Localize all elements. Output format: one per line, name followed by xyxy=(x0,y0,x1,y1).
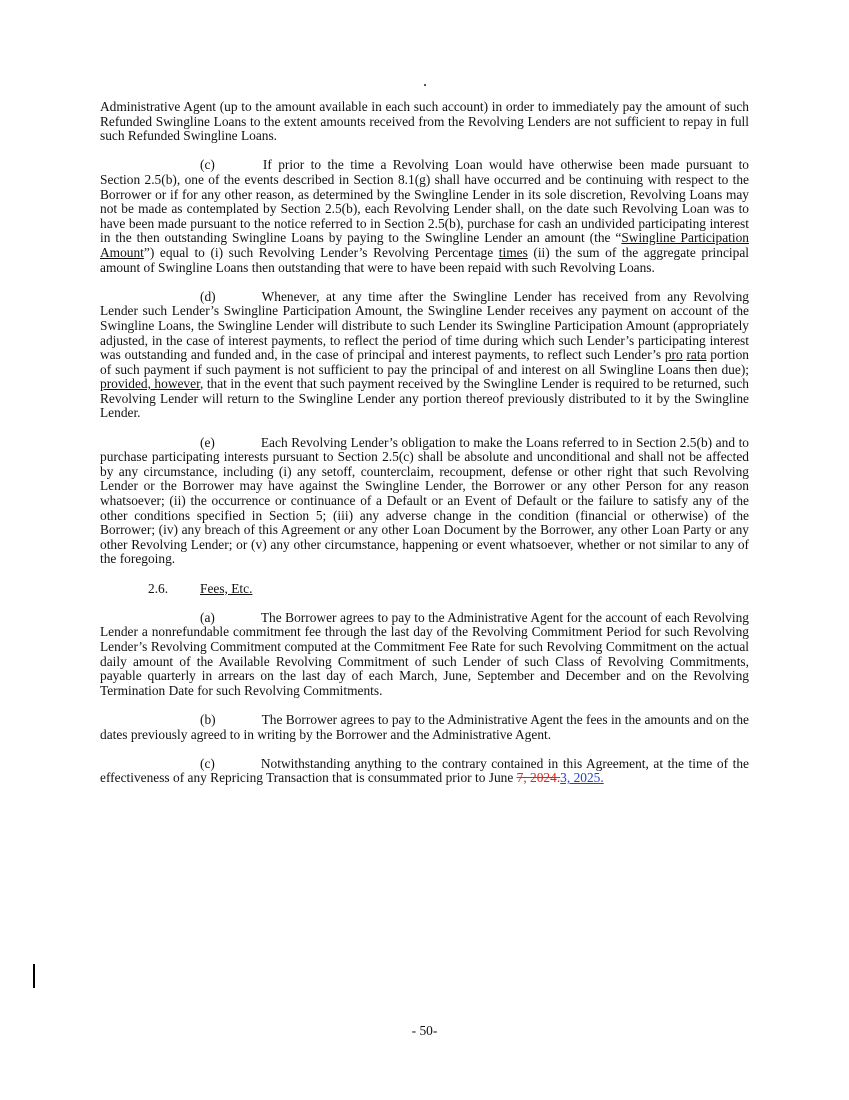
paragraph-fees-a-label: (a) xyxy=(200,609,215,625)
paragraph-fees-c xyxy=(100,757,749,786)
paragraph-d-text-3: , that in the event that such payment received by the Swingline Lender is required to be returned, such Revolving Lender will return to the Swingline Lender any portion thereof previously distributed to it by the Swingline Lender. xyxy=(100,376,749,421)
document-page xyxy=(100,100,749,801)
paragraph-fees-b-label: (b) xyxy=(200,711,216,727)
paragraph-fees-b xyxy=(100,713,749,742)
paragraph-d xyxy=(100,290,749,421)
paragraph-c-text-3: (ii) the sum of the aggregate principal amount of Swingline Loans then outstanding that were to have been repaid with such Revolving Loans. xyxy=(100,244,750,275)
section-title: Fees, Etc. xyxy=(200,580,253,596)
paragraph-d-label: (d) xyxy=(200,288,216,304)
paragraph-fees-a-text: The Borrower agrees to pay to the Administrative Agent for the account of each Revolving Lender a nonrefundable commitment fee through the last day of the Revolving Commitment Period for such Revolving Lender’s Revolving Commitment computed at the Commitment Fee Rate for such Revolving Commitment on the actual daily amount of the Available Revolving Commitment of such Lender of such Class of Revolving Commitments, payable quarterly in arrears on the last day of each March, June, September and December and on the Revolving Termination Date for such Revolving Commitments. xyxy=(100,609,749,698)
term-provided-however: provided, however xyxy=(100,376,200,392)
defined-term-swingline-participation-amount: Swingline Participation Amount xyxy=(100,230,749,260)
paragraph-d-text: Whenever, at any time after the Swingline Lender has received from any Revolving Lender such Lender’s Swingline Participation Amount, the Swingline Lender receives any payment on account of the Swingline Loans, the Swingline Lender will distribute to such Lender its Swingline Participation Amount (appropriately adjusted, in the case of interest payments, to reflect the period of time during which such Lender’s participating interest was outstanding and funded and, in the case of principal and interest payments, to reflect such Lender’s xyxy=(100,288,749,363)
page-number: - 50- xyxy=(411,1023,438,1038)
paragraph-c xyxy=(100,158,749,275)
paragraph-e-label: (e) xyxy=(200,434,215,450)
paragraph-c-text: If prior to the time a Revolving Loan would have otherwise been made pursuant to Section 2.5(b), one of the events described in Section 8.1(g) shall have occurred and be continuing with respect to the Borrower or if for any other reason, as determined by the Swingline Lender in its sole discretion, Revolving Loans may not be made as contemplated by Section 2.5(b), each Revolving Lender shall, on the date such Revolving Loan was to have been made pursuant to the notice referred to in Section 2.5(b), purchase for cash an undivided participating interest in the then outstanding Swingline Loans by paying to the Swingline Lender an amount (the “ xyxy=(100,157,749,246)
paragraph-e-text: Each Revolving Lender’s obligation to make the Loans referred to in Section 2.5(b) and to purchase participating interests pursuant to Section 2.5(c) shall be absolute and unconditional and shall not be affected by any circumstance, including (i) any setoff, counterclaim, recoupment, defense or other right that such Revolving Lender or the Borrower may have against the Swingline Lender, the Borrower or any other Person for any reason whatsoever; (ii) the occurrence or continuance of a Default or an Event of Default or the failure to satisfy any of the other conditions specified in Section 5; (iii) any adverse change in the condition (financial or otherwise) of the Borrower; (iv) any breach of this Agreement or any other Loan Document by the Borrower, any other Loan Party or any other Revolving Lender; or (v) any other circumstance, happening or event whatsoever, whether or not similar to any of the foregoing. xyxy=(100,434,749,567)
paragraph-fees-a xyxy=(100,611,749,699)
paragraph-c-text-2: ”) equal to (i) such Revolving Lender’s Revolving Percentage xyxy=(143,244,499,260)
inserted-text: 3, 2025. xyxy=(560,770,604,786)
section-heading-2-6 xyxy=(148,582,749,597)
paragraph-c-label: (c) xyxy=(200,157,215,173)
term-pro: pro xyxy=(664,347,683,363)
term-rata: rata xyxy=(686,347,707,363)
section-number: 2.6. xyxy=(148,580,169,596)
change-bar xyxy=(33,964,35,988)
term-times: times xyxy=(498,244,528,260)
stray-mark xyxy=(424,84,426,86)
deleted-text: 7, 2024. xyxy=(516,770,561,786)
paragraph-intro: Administrative Agent (up to the amount available in each such account) in order to immediately pay the amount of such Refunded Swingline Loans to the extent amounts received from the Revolving Lenders are not sufficient to repay in full such Refunded Swingline Loans. xyxy=(100,99,749,144)
paragraph-fees-c-text: Notwithstanding anything to the contrary contained in this Agreement, at the time of the effectiveness of any Repricing Transaction that is consummated prior to June xyxy=(100,755,749,786)
paragraph-d-text-2: portion of such payment if such payment is not sufficient to pay the principal of and interest on all Swingline Loans then due); xyxy=(100,347,749,377)
paragraph-e xyxy=(100,436,749,567)
paragraph-fees-c-label: (c) xyxy=(200,755,215,771)
paragraph-fees-b-text: The Borrower agrees to pay to the Administrative Agent the fees in the amounts and on the dates previously agreed to in writing by the Borrower and the Administrative Agent. xyxy=(100,711,749,742)
